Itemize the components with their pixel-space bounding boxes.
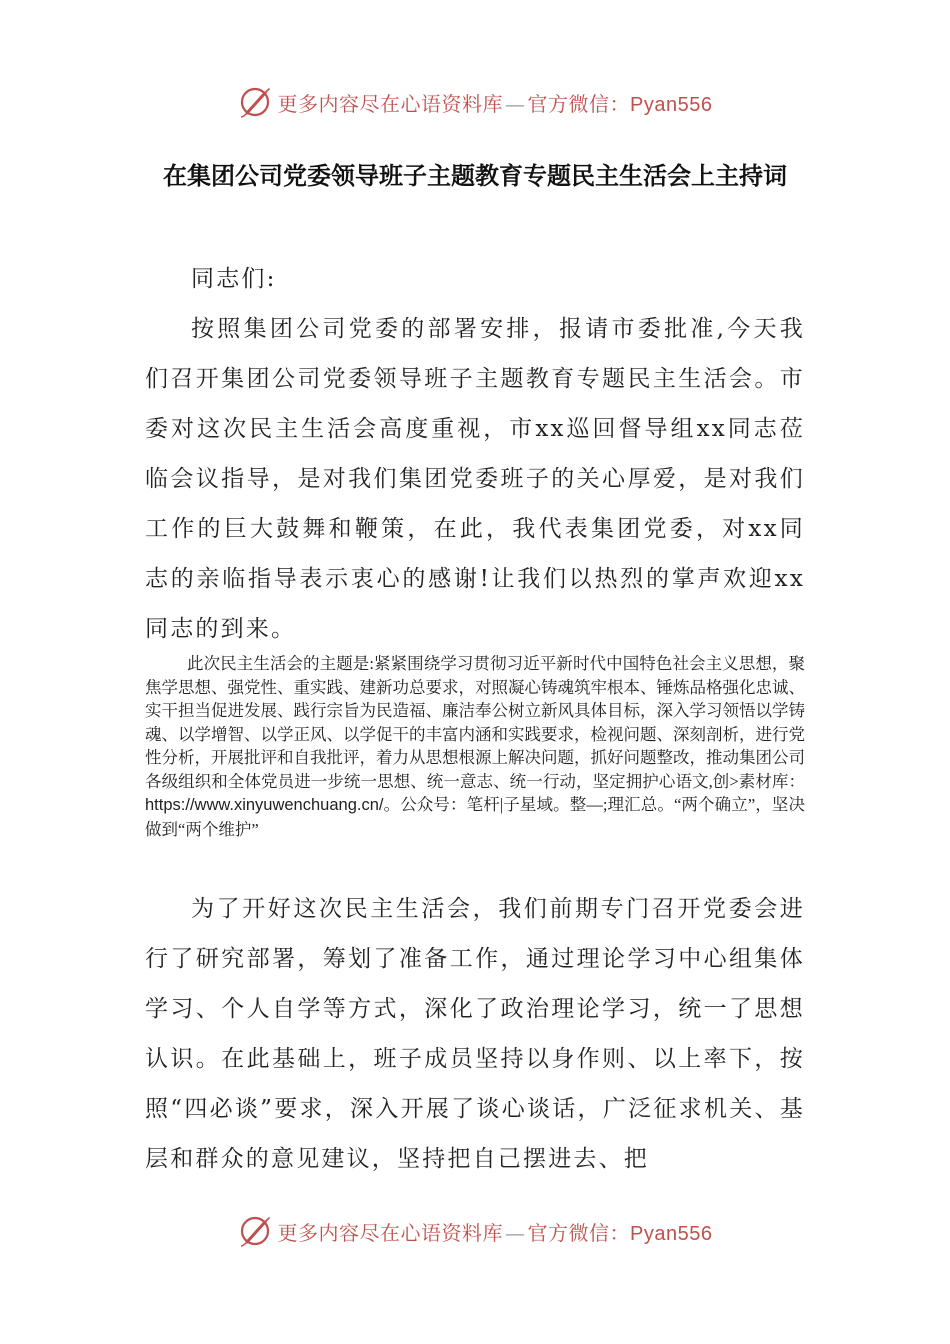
- banner-separator: —: [505, 1220, 526, 1245]
- banner-slogan: 更多内容尽在心语资料库: [277, 1220, 504, 1245]
- paragraph-preparation: 为了开好这次民主生活会，我们前期专门召开党委会进行了研究部署，筹划了准备工作，通过理论学习中心组集体学习、个人自学等方式，深化了政治理论学习，统一了思想认识。在此基础上，班子成员坚持以身作则、以上率下，按照“四必谈”要求，深入开展了谈心谈话，广泛征求机关、基层和群众的意见建议，坚持把自己摆进去、把: [145, 896, 805, 1172]
- paragraph-opening: 按照集团公司党委的部署安排，报请市委批准,今天我们召开集团公司党委领导班子主题教育专题民主生活会。市委对这次民主生活会高度重视，市xx巡回督导组xx同志莅临会议指导，是对我们集团党委班子的关心厚爱，是对我们工作的巨大鼓舞和鞭策，在此，我代表集团党委，对xx同志的亲临指导表示衷心的感谢!让我们以热烈的掌声欢迎xx同志的到来。: [145, 316, 805, 642]
- banner-text: [278, 88, 713, 117]
- paragraph-theme-text: 此次民主生活会的主题是:紧紧围绕学习贯彻习近平新时代中国特色社会主义思想，聚焦学思想、强党性、重实践、建新功总要求，对照凝心铸魂筑牢根本、锤炼品格强化忠诚、实干担当促进发展、践行宗旨为民造福、廉洁奉公树立新风具体目标，深入学习领悟以学铸魂、以学增智、以学正风、以学促干的丰富内涵和实践要求，检视问题、深刻剖析，进行党性分析，开展批评和自我批评，着力从思想根源上解决问题，抓好问题整改，推动集团公司各级组织和全体党员进一步统一思想、统一意志、统一行动，坚定拥护心语文,创>素材库：: [145, 654, 805, 791]
- banner-official-label: 官方微信：: [527, 91, 631, 116]
- banner-wechat-id: Pyan556: [630, 1222, 713, 1245]
- footer-banner: [0, 1211, 950, 1251]
- banner-wechat-id: Pyan556: [630, 93, 713, 116]
- greeting: 同志们:: [191, 266, 277, 292]
- paragraph-theme-tail: 。公众号：笔杆|子星域。整—;理汇总。“两个确立”，坚决做到“两个维护”: [145, 795, 805, 839]
- banner-official-label: 官方微信：: [527, 1220, 631, 1245]
- pen-logo-icon: [238, 84, 274, 120]
- header-banner: [0, 82, 950, 122]
- banner-text: [278, 1217, 713, 1246]
- source-url: https://www.xinyuwenchuang.cn/: [145, 796, 384, 814]
- banner-slogan: 更多内容尽在心语资料库: [277, 91, 504, 116]
- document-title: 在集团公司党委领导班子主题教育专题民主生活会上主持词: [163, 161, 787, 190]
- pen-logo-icon: [238, 1213, 274, 1249]
- banner-separator: —: [505, 91, 526, 116]
- paragraph-theme: [145, 652, 805, 841]
